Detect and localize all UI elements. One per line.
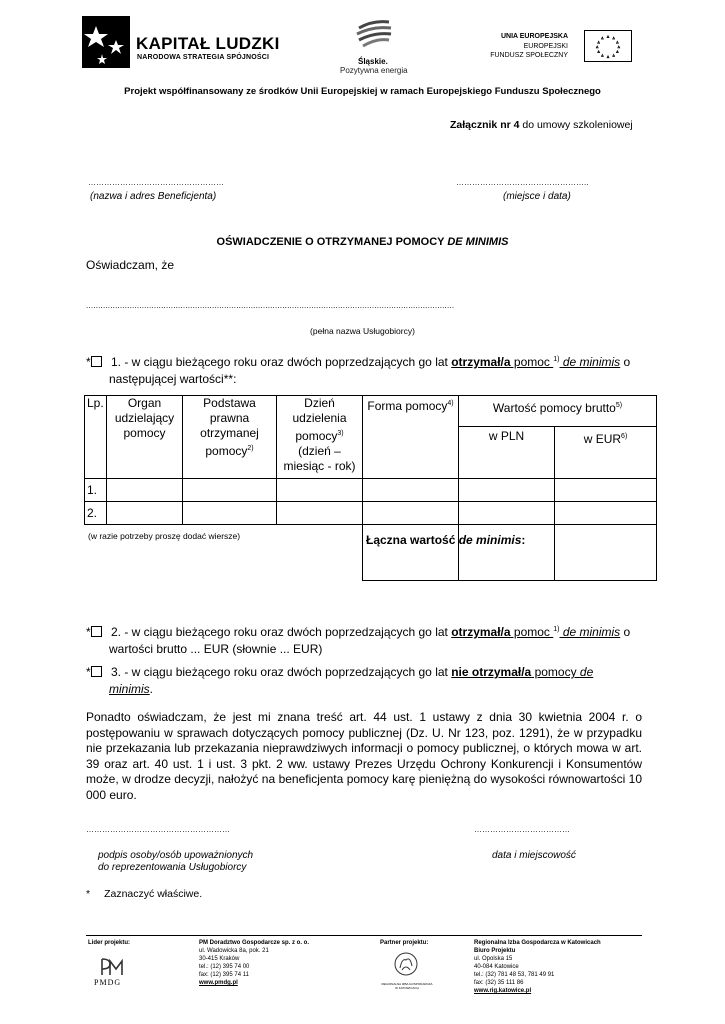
kapital-ludzki-logo-icon	[82, 16, 130, 68]
signature-label-1: podpis osoby/osób upoważnionych	[98, 850, 254, 861]
option-2-mid: pomoc	[510, 625, 554, 639]
option-1-bold: otrzymał/a	[451, 355, 511, 369]
aid-table	[84, 395, 657, 581]
col-wartosc-text: Wartość pomocy brutto	[492, 401, 616, 415]
kapital-ludzki-title: KAPITAŁ LUDZKI	[136, 34, 280, 53]
option-2-pre: 2. - w ciągu bieżącego roku oraz dwóch poprzedzających go lat	[107, 625, 452, 639]
pm-tel: tel.: (12) 395 74 00	[199, 964, 250, 970]
col-eur-sup: 6)	[621, 433, 628, 440]
title-main: OŚWIADCZENIE O OTRZYMANEJ POMOCY	[216, 236, 448, 248]
row-2-cell[interactable]	[183, 502, 277, 525]
eu-flag-icon	[584, 30, 632, 62]
col-dzien-format: (dzień – miesiąc - rok)	[283, 444, 356, 473]
total-label-colon: :	[521, 533, 526, 547]
col-forma-text: Forma pomocy	[367, 399, 448, 413]
option-1-pre: 1. - w ciągu bieżącego roku oraz dwóch poprzedzających go lat	[107, 355, 452, 369]
row-1-cell[interactable]	[555, 479, 657, 502]
row-1-cell[interactable]	[107, 479, 183, 502]
option-2-line2: wartości brutto ... EUR (słownie ... EUR)	[109, 642, 323, 656]
row-1-cell[interactable]	[277, 479, 363, 502]
col-eur	[555, 427, 657, 479]
option-1-post: o	[620, 355, 631, 369]
total-label-bold: Łączna wartość	[366, 533, 459, 547]
cofinance-note: Projekt współfinansowany ze środków Unii Europejskiej w ramach Europejskiego Funduszu Społecznego	[124, 86, 601, 97]
row-1-cell[interactable]	[363, 479, 459, 502]
partner-label: Partner projektu:	[380, 940, 429, 946]
slaskie-tagline: Pozytywna energia	[340, 66, 408, 75]
row-1-lp: 1.	[85, 479, 107, 502]
declare-text: Oświadczam, że	[86, 258, 175, 272]
col-lp: Lp.	[85, 396, 107, 479]
option-2	[86, 621, 656, 658]
beneficiary-field[interactable]: ……………………………………………	[88, 178, 224, 187]
rig-office: Biuro Projektu	[474, 948, 516, 954]
row-2-cell[interactable]	[363, 502, 459, 525]
row-2-cell[interactable]	[459, 502, 555, 525]
kapital-ludzki-subtitle: NARODOWA STRATEGIA SPÓJNOŚCI	[137, 54, 270, 61]
lider-label: Lider projektu:	[88, 940, 131, 946]
pm-fax: fax: (12) 395 74 11	[199, 972, 249, 978]
rig-www-link[interactable]: www.rig.katowice.pl	[474, 988, 532, 994]
option-3-checkbox[interactable]	[91, 666, 102, 677]
total-eur-cell[interactable]	[555, 525, 657, 581]
document-title	[0, 236, 725, 248]
row-2-cell[interactable]	[107, 502, 183, 525]
rig-logo-text: REGIONALNA IZBA GOSPODARCZA W KATOWICACH	[381, 982, 433, 990]
total-label	[366, 532, 525, 548]
signature-label	[98, 850, 253, 874]
pm-addr2: 30-415 Kraków	[199, 956, 240, 962]
row-1-cell[interactable]	[183, 479, 277, 502]
eu-label-1: UNIA EUROPEJSKA	[500, 33, 568, 40]
rig-fax: fax: (32) 35 111 86	[474, 980, 524, 986]
rig-addr1: ul. Opolska 15	[474, 956, 513, 962]
option-1-star: *	[86, 355, 91, 369]
col-forma	[363, 396, 459, 479]
col-podstawa-text: Podstawa prawna otrzymanej pomocy	[200, 396, 259, 458]
attachment-number: Załącznik nr 4	[450, 119, 520, 131]
title-italic: DE MINIMIS	[447, 236, 509, 248]
option-3-star: *	[86, 665, 91, 679]
sign-date-field[interactable]: ………………………………	[474, 825, 570, 834]
eu-label-3: FUNDUSZ SPOŁECZNY	[490, 52, 568, 59]
option-1-line2: następującej wartości**:	[109, 372, 237, 386]
option-3-italic2: minimis	[109, 682, 150, 696]
place-date-label: (miejsce i data)	[503, 191, 571, 202]
col-pln: w PLN	[459, 427, 555, 479]
col-podstawa-sup: 2)	[247, 445, 254, 452]
total-label-italic: de minimis	[458, 533, 522, 547]
option-2-bold: otrzymał/a	[451, 625, 511, 639]
option-1-checkbox[interactable]	[91, 356, 102, 367]
option-2-post: o	[620, 625, 631, 639]
col-dzien-sup: 3)	[337, 430, 344, 437]
mark-note-text: Zaznaczyć właściwe.	[104, 888, 203, 900]
attachment-label	[450, 119, 633, 131]
option-1-sup: 1)	[553, 356, 560, 363]
col-eur-text: w EUR	[583, 432, 622, 446]
recipient-name-label: (pełna nazwa Usługobiorcy)	[310, 326, 415, 336]
signature-label-2: do reprezentowania Usługobiorcy	[98, 862, 247, 873]
mark-note	[86, 888, 202, 900]
col-organ: Organ udzielający pomocy	[107, 396, 183, 479]
rig-emblem-icon	[390, 950, 422, 982]
option-3-bold: nie otrzymał/a	[451, 665, 532, 679]
beneficiary-label: (nazwa i adres Beneficjenta)	[90, 191, 217, 202]
signature-field[interactable]: ………………………………………………	[86, 825, 230, 834]
col-wartosc-sup: 5)	[615, 402, 623, 409]
pm-www-link[interactable]: www.pmdg.pl	[199, 980, 238, 986]
option-2-checkbox[interactable]	[91, 626, 102, 637]
rig-name: Regionalna Izba Gospodarcza w Katowicach	[474, 940, 601, 946]
col-forma-sup: 4)	[447, 400, 454, 407]
row-2-cell[interactable]	[277, 502, 363, 525]
slaskie-logo-icon	[355, 18, 395, 52]
option-3-pre: 3. - w ciągu bieżącego roku oraz dwóch poprzedzających go lat	[107, 665, 452, 679]
slaskie-name: Śląskie.	[358, 57, 388, 66]
row-1-cell[interactable]	[459, 479, 555, 502]
recipient-name-field[interactable]: ........................................................................................................................................................	[86, 301, 455, 310]
col-dzien	[277, 396, 363, 479]
pmdg-logo-text: PMDG	[94, 978, 122, 987]
col-dzien-text: Dzień udzielenia pomocy	[292, 396, 347, 443]
option-1-mid: pomoc	[510, 355, 554, 369]
eu-label-2: EUROPEJSKI	[523, 43, 568, 50]
option-2-italic: de minimis	[559, 625, 621, 639]
option-3-italic1: de	[579, 665, 594, 679]
partner-info	[474, 939, 601, 995]
row-2-lp: 2.	[85, 502, 107, 525]
table-note: (w razie potrzeby proszę dodać wiersze)	[88, 531, 241, 541]
lider-info	[199, 939, 309, 987]
rig-tel: tel.: (32) 781 48 53, 781 49 91	[474, 972, 555, 978]
pm-addr1: ul. Wadowicka 8a, pok. 21	[199, 948, 269, 954]
legal-paragraph: Ponadto oświadczam, że jest mi znana treść art. 44 ust. 1 ustawy z dnia 30 kwietnia 2004 r. o postępowaniu w sprawach dotyczących pomocy publicznej (Dz. U. Nr 123, poz. 1291), że w przypadku nie przekazania lub przekazania nieprawdziwych informacji o pomocy publicznej, o których mowa w art. 39 oraz art. 40 ust. 1 i ust. 3 pkt. 2 ww. ustawy Prezes Urzędu Ochrony Konkurencji i Konsumentów może, w drodze decyzji, nałożyć na beneficjenta pomocy karę pieniężną do wysokości równowartości 10 000 euro.	[86, 710, 642, 802]
col-wartosc	[459, 396, 657, 427]
option-2-star: *	[86, 625, 91, 639]
place-date-field[interactable]: …………………………………………..	[456, 178, 589, 187]
footer-divider	[86, 935, 642, 936]
rig-addr2: 40-084 Katowice	[474, 964, 519, 970]
option-1	[86, 351, 656, 388]
sign-date-label: data i miejscowość	[492, 850, 576, 861]
option-3-line2	[86, 681, 656, 698]
option-1-italic: de minimis	[559, 355, 621, 369]
attachment-desc: do umowy szkoleniowej	[519, 119, 633, 131]
option-3	[86, 664, 656, 698]
mark-note-star: *	[86, 888, 91, 900]
option-3-post: .	[149, 682, 154, 696]
option-2-sup: 1)	[553, 626, 560, 633]
option-3-mid: pomocy	[531, 665, 580, 679]
pm-name: PM Doradztwo Gospodarcze sp. z o. o.	[199, 940, 310, 946]
row-2-cell[interactable]	[555, 502, 657, 525]
col-podstawa	[183, 396, 277, 479]
